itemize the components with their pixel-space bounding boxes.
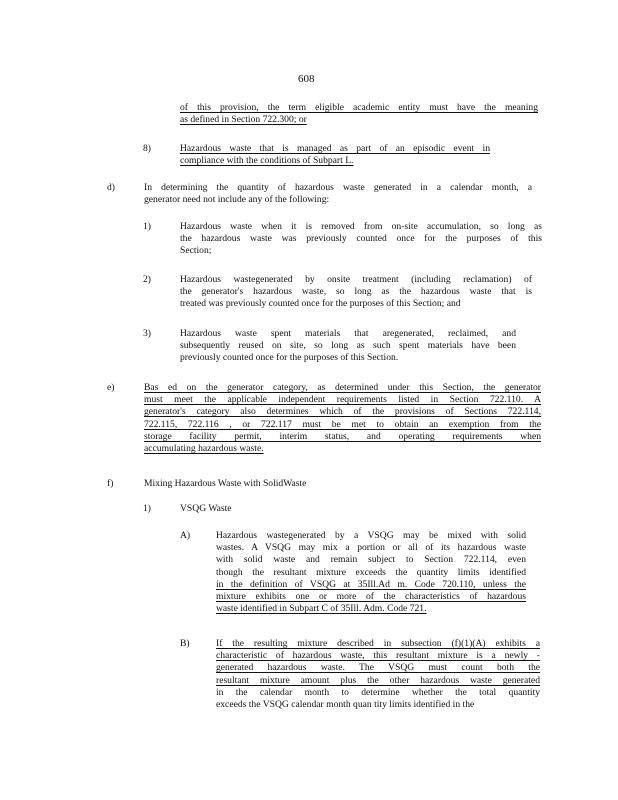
list-label: 3): [143, 328, 151, 339]
text-line: subsequently reused on site, so long as such spent materials have been: [180, 340, 516, 352]
list-label: 2): [143, 274, 151, 285]
text-line: though the resultant mixture exceeds the quantity limits identified: [216, 566, 526, 578]
text-line: Section;: [180, 245, 212, 257]
list-label: 8): [143, 143, 151, 154]
list-label: d): [107, 182, 115, 193]
list-label: 1): [143, 221, 151, 232]
list-label: f): [107, 478, 114, 489]
text-line: generator need not include any of the following:: [144, 194, 330, 206]
text-line: Hazardous waste spent materials that aregenerated, reclaimed, and: [180, 328, 516, 339]
text-line: treated was previously counted once for the purposes of this Section; and: [180, 298, 461, 310]
list-label: A): [180, 530, 191, 541]
text-line: Hazardous wastegenerated by a VSQG may be mixed with solid: [216, 530, 526, 541]
text-line: Hazardous waste that is managed as part of an episodic event in: [180, 143, 490, 154]
text-line: storage facility permit, interim status, and operating requirements when: [144, 430, 541, 442]
text-line: wastes. A VSQG may mix a portion or all of its hazardous waste: [216, 542, 526, 554]
text-line: in the definition of VSQG at 35Ill.Ad m. Code 720.110, unless the: [216, 578, 526, 590]
text-line: compliance with the conditions of Subpart L.: [180, 155, 354, 167]
text-line: as defined in Section 722.300; or: [180, 114, 307, 126]
text-line: with solid waste and remain subject to Section 722.114, even: [216, 554, 526, 566]
text-line: generator's category also determines which of the provisions of Sections 722.114,: [144, 406, 541, 418]
text-line: Hazardous wastegenerated by onsite treatment (including reclamation) of: [180, 274, 532, 285]
list-label: B): [180, 638, 190, 649]
text-line: resultant mixture amount plus the other hazardous waste generated: [216, 674, 540, 686]
text-line: of this provision, the term eligible academic entity must have the meaning: [180, 102, 538, 113]
text-line: Bas ed on the generator category, as determined under this Section, the generator: [144, 382, 541, 393]
list-label: 1): [143, 503, 151, 514]
text-line: Mixing Hazardous Waste with SolidWaste: [144, 478, 307, 489]
text-line: waste identified in Subpart C of 35Ill. Adm. Code 721.: [216, 603, 427, 615]
text-line: accumulating hazardous waste.: [144, 443, 264, 454]
text-line: mixture exhibits one or more of the characteristics of hazardous: [216, 591, 526, 602]
text-line: In determining the quantity of hazardous waste generated in a calendar month, a: [144, 182, 532, 193]
text-line: in the calendar month to determine whether the total quantity: [216, 686, 540, 698]
text-line: the generator's hazardous waste, so long as the hazardous waste that is: [180, 286, 532, 298]
text-line: must meet the applicable independent requirements listed in Section 722.110. A: [144, 394, 541, 406]
text-line: previously counted once for the purposes of this Section.: [180, 352, 399, 364]
text-line: characteristic of hazardous waste, this resultant mixture is a newly -: [216, 650, 540, 662]
text-line: exceeds the VSQG calendar month quan tity limits identified in the: [216, 699, 475, 710]
text-line: 722.115, 722.116 , or 722.117 must be met to obtain an exemption from the: [144, 418, 541, 430]
text-line: If the resulting mixture described in subsection (f)(1)(A) exhibits a: [216, 638, 540, 649]
page-number: 608: [298, 73, 315, 85]
list-label: e): [107, 382, 115, 393]
text-line: generated hazardous waste. The VSQG must count both the: [216, 662, 540, 674]
text-line: the hazardous waste was previously counted once for the purposes of this: [180, 233, 542, 245]
text-line: Hazardous waste when it is removed from on-site accumulation, so long as: [180, 221, 542, 232]
text-line: VSQG Waste: [180, 503, 232, 514]
